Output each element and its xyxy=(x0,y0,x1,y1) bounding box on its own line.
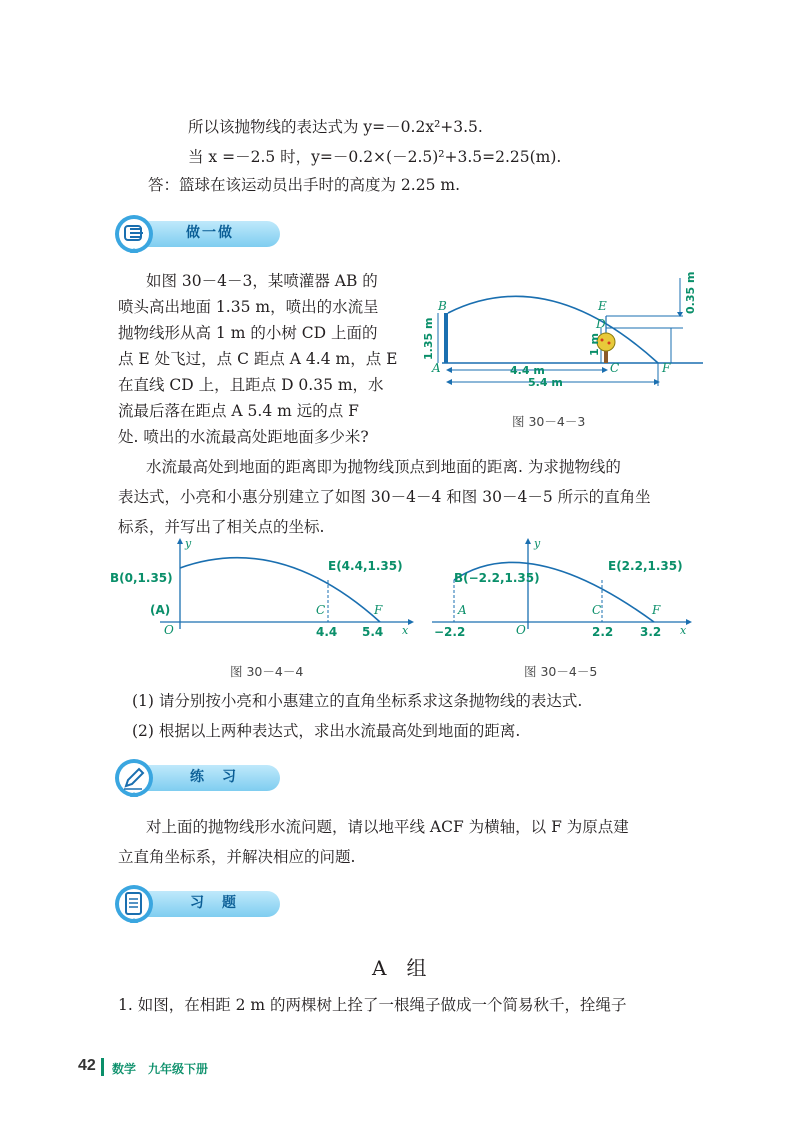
sprinkler-ab xyxy=(444,313,448,363)
footer-subject: 数学 九年级下册 xyxy=(112,1062,209,1076)
exercise-1: 1. 如图，在相距 2 m 的两棵树上拴了一根绳子做成一个简易秋千，拴绳子 xyxy=(118,996,627,1014)
page-number: 42 xyxy=(78,1057,96,1074)
figure-30-4-5 xyxy=(428,534,698,644)
label-035: 0.35 m xyxy=(684,271,697,314)
practice-line: 立直角坐标系，并解决相应的问题. xyxy=(118,848,356,866)
explain-line: 水流最高处到地面的距离即为抛物线顶点到地面的距离. 为求抛物线的 xyxy=(146,458,621,476)
label-135: 1.35 m xyxy=(422,317,435,360)
problem-line: 喷头高出地面 1.35 m，喷出的水流呈 xyxy=(118,298,379,316)
caption-30-4-3: 图 30－4－3 xyxy=(512,414,586,429)
label-e: E xyxy=(598,299,607,313)
question-1: (1) 请分别按小亮和小惠建立的直角坐标系求这条抛物线的表达式. xyxy=(132,692,583,710)
tick-32: 3.2 xyxy=(640,625,662,639)
point-f: F xyxy=(652,603,661,617)
banner-exercises xyxy=(112,884,280,924)
point-a: (A) xyxy=(150,603,171,617)
point-f: F xyxy=(374,603,383,617)
explain-line: 标系，并写出了相关点的坐标. xyxy=(118,518,325,536)
problem-line: 点 E 处飞过，点 C 距点 A 4.4 m，点 E xyxy=(118,350,398,368)
caption-30-4-5: 图 30－4－5 xyxy=(524,664,598,679)
origin: O xyxy=(164,623,174,637)
problem-line: 在直线 CD 上，且距点 D 0.35 m，水 xyxy=(118,376,384,394)
practice-block xyxy=(118,816,629,868)
point-e: E(4.4,1.35) xyxy=(328,559,403,573)
banner-label: 做一做 xyxy=(186,225,234,241)
label-1m: 1 m xyxy=(588,333,601,356)
notebook-icon xyxy=(112,884,158,924)
problem-line: 如图 30－4－3，某喷灌器 AB 的 xyxy=(146,272,378,290)
point-c: C xyxy=(592,603,602,617)
label-54: 5.4 m xyxy=(528,376,563,389)
solution-answer: 答：篮球在该运动员出手时的高度为 2.25 m. xyxy=(148,176,460,194)
problem-block xyxy=(118,270,397,448)
label-44: 4.4 m xyxy=(510,364,545,377)
explain-line: 表达式，小亮和小惠分别建立了如图 30－4－4 和图 30－4－5 所示的直角坐 xyxy=(118,488,651,506)
footer-divider xyxy=(101,1058,104,1076)
hand-icon xyxy=(112,214,158,254)
y-axis-label: y xyxy=(185,537,192,550)
banner-label: 练 习 xyxy=(190,769,238,785)
x-axis-label: x xyxy=(402,624,409,637)
explain-block xyxy=(118,456,651,538)
point-a: A xyxy=(458,603,467,617)
water-parabola xyxy=(448,296,658,363)
problem-line: 流最后落在距点 A 5.4 m 远的点 F xyxy=(118,402,359,420)
label-b: B xyxy=(438,299,447,313)
point-c: C xyxy=(316,603,326,617)
solution-line-2: 当 x =－2.5 时，y=－0.2×(－2.5)²+3.5=2.25(m). xyxy=(188,148,562,166)
origin: O xyxy=(516,623,526,637)
pencil-icon xyxy=(112,758,158,798)
caption-30-4-4: 图 30－4－4 xyxy=(230,664,304,679)
label-f: F xyxy=(662,361,671,375)
point-e: E(2.2,1.35) xyxy=(608,559,683,573)
group-a-title: A 组 xyxy=(372,956,427,980)
banner-label: 习 题 xyxy=(190,895,238,911)
problem-line: 抛物线形从高 1 m 的小树 CD 上面的 xyxy=(118,324,378,342)
figure-30-4-3 xyxy=(418,268,708,418)
tick-54: 5.4 xyxy=(362,625,384,639)
label-c: C xyxy=(610,361,620,375)
tick-44: 4.4 xyxy=(316,625,338,639)
banner-practice xyxy=(112,758,280,798)
tick-22: 2.2 xyxy=(592,625,614,639)
x-axis-label: x xyxy=(680,624,687,637)
point-b: B(−2.2,1.35) xyxy=(454,571,540,585)
label-d: D xyxy=(596,317,606,331)
problem-line: 处. 喷出的水流最高处距地面多少米? xyxy=(118,428,369,446)
y-axis-label: y xyxy=(534,537,541,550)
practice-line: 对上面的抛物线形水流问题，请以地平线 ACF 为横轴，以 F 为原点建 xyxy=(146,818,629,836)
solution-line-1: 所以该抛物线的表达式为 y=－0.2x²+3.5. xyxy=(188,118,483,136)
tick-neg-22: −2.2 xyxy=(434,625,466,639)
point-b: B(0,1.35) xyxy=(110,571,173,585)
question-2: (2) 根据以上两种表达式，求出水流最高处到地面的距离. xyxy=(132,722,521,740)
label-a: A xyxy=(432,361,441,375)
figure-30-4-4 xyxy=(110,534,420,644)
banner-do-it xyxy=(112,214,280,254)
